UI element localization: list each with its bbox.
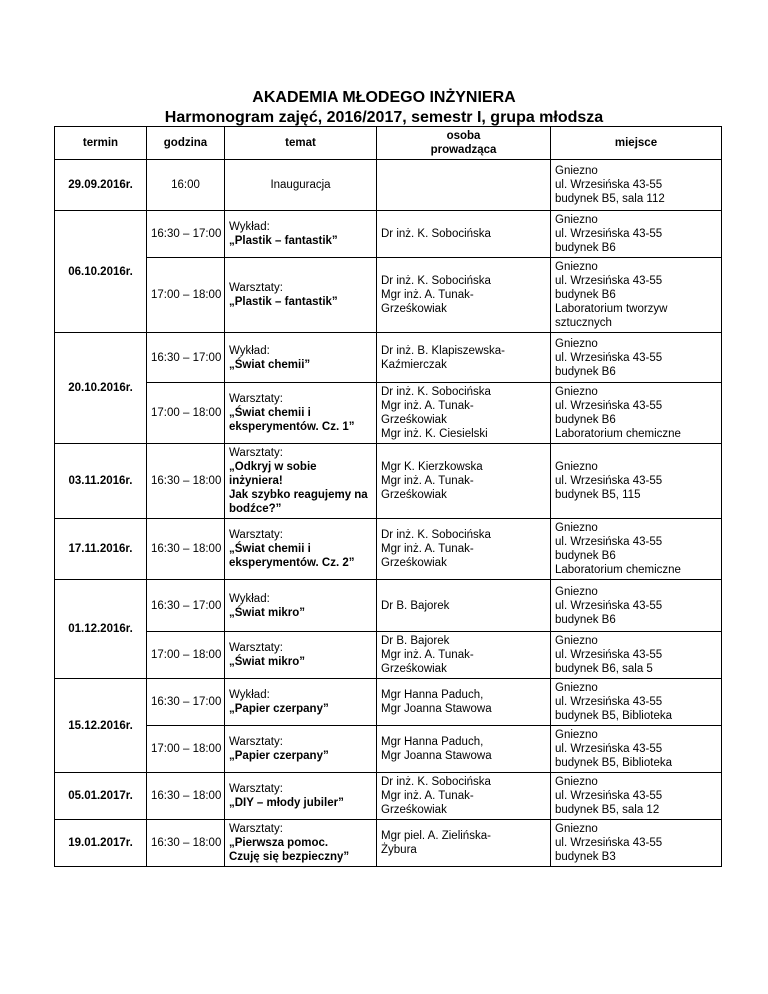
location-line: Gniezno <box>555 635 598 647</box>
location-line: Gniezno <box>555 386 598 398</box>
session-kind: Wykład: <box>229 221 270 233</box>
session-kind: Warsztaty: <box>229 282 283 294</box>
instructor-line: Grześkowiak <box>381 663 447 675</box>
table-row <box>55 211 722 258</box>
instructor-line: Mgr Hanna Paduch, <box>381 689 484 701</box>
session-instructor <box>377 333 551 383</box>
instructor-line: Dr inż. K. Sobocińska <box>381 228 491 240</box>
instructor-line: Dr inż. B. Klapiszewska- <box>381 344 505 357</box>
instructor-line: Mgr inż. A. Tunak- <box>381 543 474 555</box>
session-time: 17:00 – 18:00 <box>147 632 225 679</box>
header-termin: termin <box>55 127 147 160</box>
location-line: budynek B6 <box>555 242 616 254</box>
session-topic <box>225 632 377 679</box>
session-topic <box>225 519 377 580</box>
header-miejsce: miejsce <box>551 127 722 160</box>
session-date: 03.11.2016r. <box>55 444 147 519</box>
location-line: Gniezno <box>555 337 598 350</box>
session-kind: Wykład: <box>229 592 270 605</box>
session-topic <box>225 160 377 211</box>
instructor-line: Mgr Joanna Stawowa <box>381 750 492 762</box>
location-line: ul. Wrzesińska 43-55 <box>555 536 663 548</box>
instructor-line: Mgr piel. A. Zielińska- <box>381 830 491 842</box>
location-line: budynek B5, Biblioteka <box>555 757 672 769</box>
instructor-line: Mgr K. Kierzkowska <box>381 461 483 473</box>
location-line: ul. Wrzesińska 43-55 <box>555 599 663 612</box>
instructor-line: Mgr inż. A. Tunak- <box>381 649 474 661</box>
topic-title: bodźce?” <box>229 503 282 515</box>
session-date: 15.12.2016r. <box>55 679 147 773</box>
instructor-line: Dr inż. K. Sobocińska <box>381 275 491 287</box>
topic-title: Inauguracja <box>270 179 331 191</box>
header-godzina: godzina <box>147 127 225 160</box>
location-line: ul. Wrzesińska 43-55 <box>555 275 663 287</box>
location-line: Laboratorium chemiczne <box>555 428 681 440</box>
location-line: Gniezno <box>555 729 598 741</box>
instructor-line: Dr B. Bajorek <box>381 599 450 612</box>
instructor-line: Mgr Hanna Paduch, <box>381 736 484 748</box>
location-line: ul. Wrzesińska 43-55 <box>555 743 663 755</box>
session-topic <box>225 258 377 333</box>
location-line: budynek B6 <box>555 613 616 626</box>
session-topic <box>225 211 377 258</box>
instructor-line: Dr B. Bajorek <box>381 635 450 647</box>
location-line: budynek B3 <box>555 851 616 863</box>
session-instructor <box>377 679 551 726</box>
session-location <box>551 820 722 867</box>
session-time: 17:00 – 18:00 <box>147 726 225 773</box>
location-line: budynek B6 <box>555 550 616 562</box>
session-instructor <box>377 211 551 258</box>
location-line: Laboratorium tworzyw <box>555 303 668 315</box>
instructor-line: Mgr inż. A. Tunak- <box>381 400 474 412</box>
session-date: 01.12.2016r. <box>55 580 147 679</box>
location-line: budynek B6 <box>555 365 616 378</box>
table-row <box>55 444 722 519</box>
table-row <box>55 632 722 679</box>
location-line: ul. Wrzesińska 43-55 <box>555 400 663 412</box>
session-time: 16:30 – 17:00 <box>147 580 225 632</box>
topic-title: „Świat mikro” <box>229 606 306 619</box>
session-location <box>551 258 722 333</box>
session-location <box>551 773 722 820</box>
location-line: Gniezno <box>555 823 598 835</box>
location-line: budynek B5, sala 112 <box>555 193 665 205</box>
location-line: ul. Wrzesińska 43-55 <box>555 790 663 802</box>
topic-title: „Pierwsza pomoc. <box>229 837 329 849</box>
instructor-line: Grześkowiak <box>381 414 447 426</box>
table-row <box>55 679 722 726</box>
topic-title: Jak szybko reagujemy na <box>229 489 368 501</box>
session-date: 29.09.2016r. <box>55 160 147 211</box>
location-line: budynek B6 <box>555 414 616 426</box>
topic-title: eksperymentów. Cz. 1” <box>229 421 355 433</box>
session-instructor <box>377 820 551 867</box>
session-location <box>551 383 722 444</box>
document-title: AKADEMIA MŁODEGO INŻYNIERA <box>252 89 516 106</box>
session-location <box>551 519 722 580</box>
session-location <box>551 333 722 383</box>
topic-title: „Papier czerpany” <box>229 703 329 715</box>
session-instructor <box>377 258 551 333</box>
session-topic <box>225 773 377 820</box>
session-instructor <box>377 632 551 679</box>
table-row <box>55 519 722 580</box>
location-line: Gniezno <box>555 682 598 694</box>
session-date: 05.01.2017r. <box>55 773 147 820</box>
session-location <box>551 160 722 211</box>
location-line: Gniezno <box>555 461 598 473</box>
session-kind: Warsztaty: <box>229 393 283 405</box>
session-topic <box>225 679 377 726</box>
table-row <box>55 773 722 820</box>
location-line: ul. Wrzesińska 43-55 <box>555 837 663 849</box>
session-location <box>551 632 722 679</box>
session-topic <box>225 333 377 383</box>
location-line: Laboratorium chemiczne <box>555 564 681 576</box>
location-line: budynek B6, sala 5 <box>555 663 653 675</box>
instructor-line: Grześkowiak <box>381 303 447 315</box>
session-kind: Warsztaty: <box>229 823 283 835</box>
session-topic <box>225 383 377 444</box>
session-time: 16:30 – 18:00 <box>147 773 225 820</box>
session-time: 16:30 – 17:00 <box>147 333 225 383</box>
instructor-line: Dr inż. K. Sobocińska <box>381 386 491 398</box>
location-line: Gniezno <box>555 776 598 788</box>
session-time: 17:00 – 18:00 <box>147 258 225 333</box>
session-kind: Warsztaty: <box>229 736 283 748</box>
instructor-line: Mgr inż. A. Tunak- <box>381 289 474 301</box>
table-row <box>55 333 722 383</box>
location-line: Gniezno <box>555 165 598 177</box>
instructor-line: Grześkowiak <box>381 804 447 816</box>
table-row <box>55 258 722 333</box>
topic-title: „DIY – młody jubiler” <box>229 797 344 809</box>
topic-title: eksperymentów. Cz. 2” <box>229 557 355 569</box>
location-line: Gniezno <box>555 214 598 226</box>
location-line: ul. Wrzesińska 43-55 <box>555 351 663 364</box>
table-row <box>55 726 722 773</box>
session-time: 16:30 – 18:00 <box>147 444 225 519</box>
session-topic <box>225 580 377 632</box>
topic-title: „Świat chemii i <box>229 407 311 419</box>
session-time: 16:30 – 17:00 <box>147 679 225 726</box>
location-line: Gniezno <box>555 522 598 534</box>
session-date: 19.01.2017r. <box>55 820 147 867</box>
session-location <box>551 444 722 519</box>
location-line: ul. Wrzesińska 43-55 <box>555 649 663 661</box>
session-location <box>551 580 722 632</box>
topic-title: „Plastik – fantastik” <box>229 235 338 247</box>
instructor-line: Mgr inż. K. Ciesielski <box>381 428 488 440</box>
session-location <box>551 726 722 773</box>
session-instructor <box>377 773 551 820</box>
session-time: 17:00 – 18:00 <box>147 383 225 444</box>
instructor-line: Grześkowiak <box>381 557 447 569</box>
session-time: 16:30 – 17:00 <box>147 211 225 258</box>
session-topic <box>225 444 377 519</box>
instructor-line: Kaźmierczak <box>381 358 447 371</box>
header-row <box>55 127 722 160</box>
session-instructor <box>377 444 551 519</box>
header-osoba: osoba prowadząca <box>377 127 551 160</box>
table-row <box>55 580 722 632</box>
header-temat: temat <box>225 127 377 160</box>
instructor-line: Grześkowiak <box>381 489 447 501</box>
session-topic <box>225 726 377 773</box>
schedule-table <box>54 126 722 867</box>
session-kind: Wykład: <box>229 689 270 701</box>
location-line: sztucznych <box>555 317 612 329</box>
location-line: Gniezno <box>555 261 598 273</box>
location-line: ul. Wrzesińska 43-55 <box>555 475 663 487</box>
session-instructor <box>377 726 551 773</box>
instructor-line: Dr inż. K. Sobocińska <box>381 776 491 788</box>
location-line: budynek B5, 115 <box>555 489 641 501</box>
topic-title: „Plastik – fantastik” <box>229 296 338 308</box>
location-line: budynek B6 <box>555 289 616 301</box>
document-subtitle: Harmonogram zajęć, 2016/2017, semestr I, grupa młodsza <box>164 109 604 126</box>
session-date: 20.10.2016r. <box>55 333 147 444</box>
table-row <box>55 160 722 211</box>
session-kind: Wykład: <box>229 344 270 357</box>
session-instructor <box>377 160 551 211</box>
location-line: budynek B5, sala 12 <box>555 804 660 816</box>
session-instructor <box>377 580 551 632</box>
topic-title: „Świat chemii” <box>229 358 311 371</box>
session-topic <box>225 820 377 867</box>
instructor-line: Mgr Joanna Stawowa <box>381 703 492 715</box>
location-line: ul. Wrzesińska 43-55 <box>555 228 663 240</box>
instructor-line: Dr inż. K. Sobocińska <box>381 529 491 541</box>
topic-title: „Świat chemii i <box>229 543 311 555</box>
topic-title: „Świat mikro” <box>229 656 306 668</box>
location-line: ul. Wrzesińska 43-55 <box>555 696 663 708</box>
session-time: 16:00 <box>147 160 225 211</box>
instructor-line: Mgr inż. A. Tunak- <box>381 475 474 487</box>
session-location <box>551 679 722 726</box>
session-time: 16:30 – 18:00 <box>147 519 225 580</box>
topic-title: Czuję się bezpieczny” <box>229 851 350 863</box>
session-kind: Warsztaty: <box>229 783 283 795</box>
instructor-line: Żybura <box>381 844 417 856</box>
location-line: Gniezno <box>555 585 598 598</box>
session-kind: Warsztaty: <box>229 447 283 459</box>
location-line: ul. Wrzesińska 43-55 <box>555 179 663 191</box>
instructor-line: Mgr inż. A. Tunak- <box>381 790 474 802</box>
session-instructor <box>377 383 551 444</box>
table-row <box>55 820 722 867</box>
location-line: budynek B5, Biblioteka <box>555 710 672 722</box>
topic-title: „Papier czerpany” <box>229 750 329 762</box>
session-instructor <box>377 519 551 580</box>
session-location <box>551 211 722 258</box>
session-date: 06.10.2016r. <box>55 211 147 333</box>
table-row <box>55 383 722 444</box>
session-kind: Warsztaty: <box>229 642 283 654</box>
topic-title: „Odkryj w sobie inżyniera! <box>229 461 317 487</box>
session-kind: Warsztaty: <box>229 529 283 541</box>
session-date: 17.11.2016r. <box>55 519 147 580</box>
session-time: 16:30 – 18:00 <box>147 820 225 867</box>
